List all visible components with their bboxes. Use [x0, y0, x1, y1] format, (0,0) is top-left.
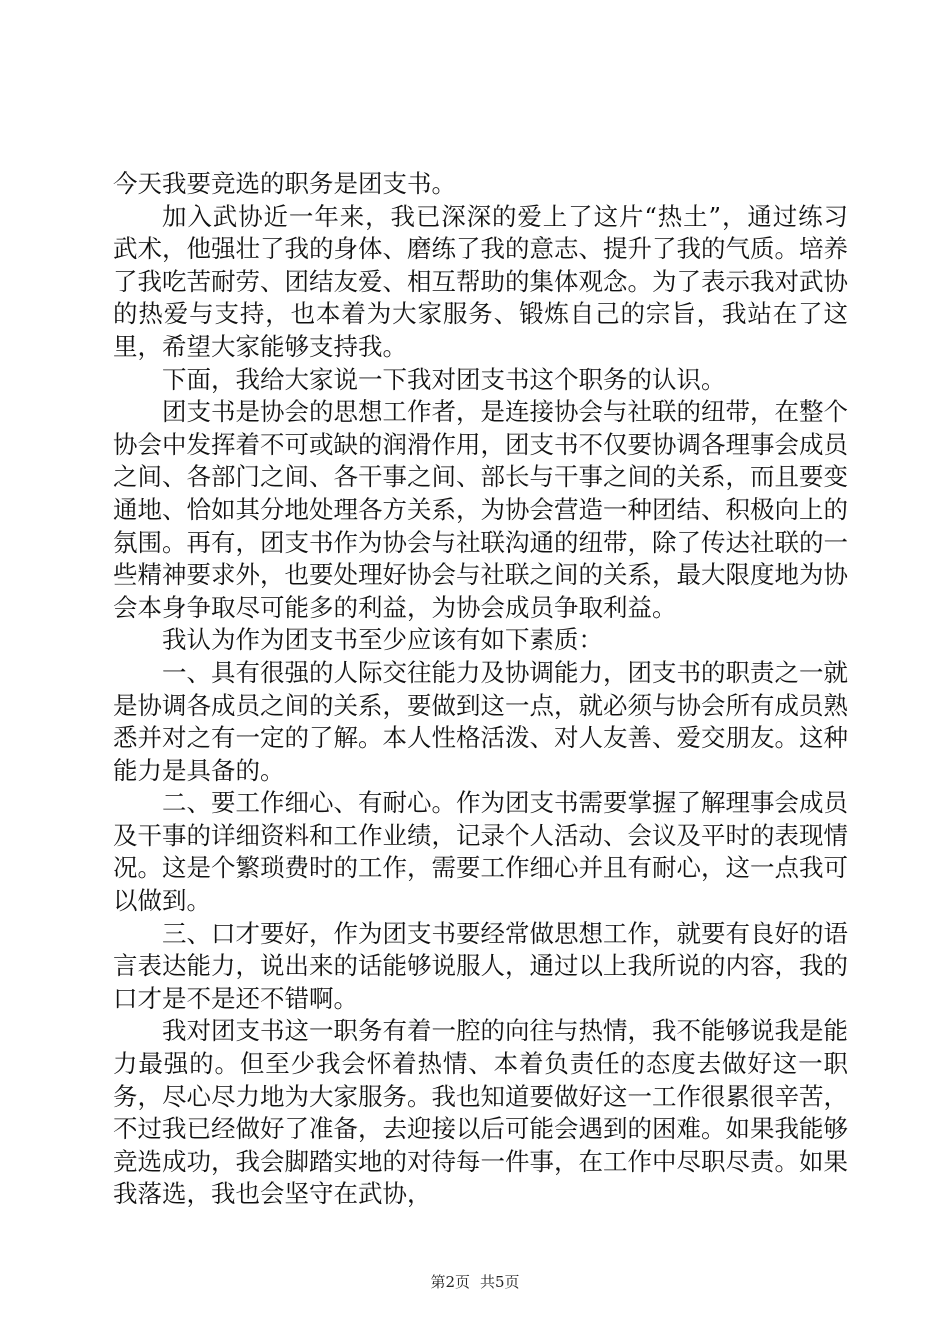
- paragraph-7: 二、要工作细心、有耐心。作为团支书需要掌握了解理事会成员及干事的详细资料和工作业绩，记录个人活动、会议及平时的表现情况。这是个繁琐费时的工作，需要工作细心并且有耐心，这一点我可以做到。: [113, 788, 848, 916]
- page-number-total: 共5页: [480, 1273, 520, 1291]
- page-footer: [0, 1271, 950, 1292]
- page-number-current: 第2页: [430, 1273, 470, 1291]
- paragraph-4: 团支书是协会的思想工作者，是连接协会与社联的纽带，在整个协会中发挥着不可或缺的润滑作用，团支书不仅要协调各理事会成员之间、各部门之间、各干事之间、部长与干事之间的关系，而且要变通地、恰如其分地处理各方关系，为协会营造一种团结、积极向上的氛围。再有，团支书作为协会与社联沟通的纽带，除了传达社联的一些精神要求外，也要处理好协会与社联之间的关系，最大限度地为协会本身争取尽可能多的利益，为协会成员争取利益。: [113, 397, 848, 622]
- paragraph-6: 一、具有很强的人际交往能力及协调能力，团支书的职责之一就是协调各成员之间的关系，要做到这一点，就必须与协会所有成员熟悉并对之有一定的了解。本人性格活泼、对人友善、爱交朋友。这种能力是具备的。: [113, 657, 848, 785]
- paragraph-9: 我对团支书这一职务有着一腔的向往与热情，我不能够说我是能力最强的。但至少我会怀着热情、本着负责任的态度去做好这一职务，尽心尽力地为大家服务。我也知道要做好这一工作很累很辛苦，不过我已经做好了准备，去迎接以后可能会遇到的困难。如果我能够竞选成功，我会脚踏实地的对待每一件事，在工作中尽职尽责。如果我落选，我也会坚守在武协，: [113, 1016, 848, 1209]
- paragraph-3: 下面，我给大家说一下我对团支书这个职务的认识。: [162, 364, 726, 394]
- paragraph-5: 我认为作为团支书至少应该有如下素质：: [162, 625, 603, 655]
- paragraph-2: 加入武协近一年来，我已深深的爱上了这片“热土”，通过练习武术，他强壮了我的身体、磨练了我的意志、提升了我的气质。培养了我吃苦耐劳、团结友爱、相互帮助的集体观念。为了表示我对武协的热爱与支持，也本着为大家服务、锻炼自己的宗旨，我站在了这里，希望大家能够支持我。: [113, 201, 848, 361]
- paragraph-1: 今天我要竞选的职务是团支书。: [113, 169, 456, 198]
- paragraph-8: 三、口才要好，作为团支书要经常做思想工作，就要有良好的语言表达能力，说出来的话能够说服人，通过以上我所说的内容，我的口才是不是还不错啊。: [113, 918, 848, 1013]
- document-body: [113, 168, 848, 1211]
